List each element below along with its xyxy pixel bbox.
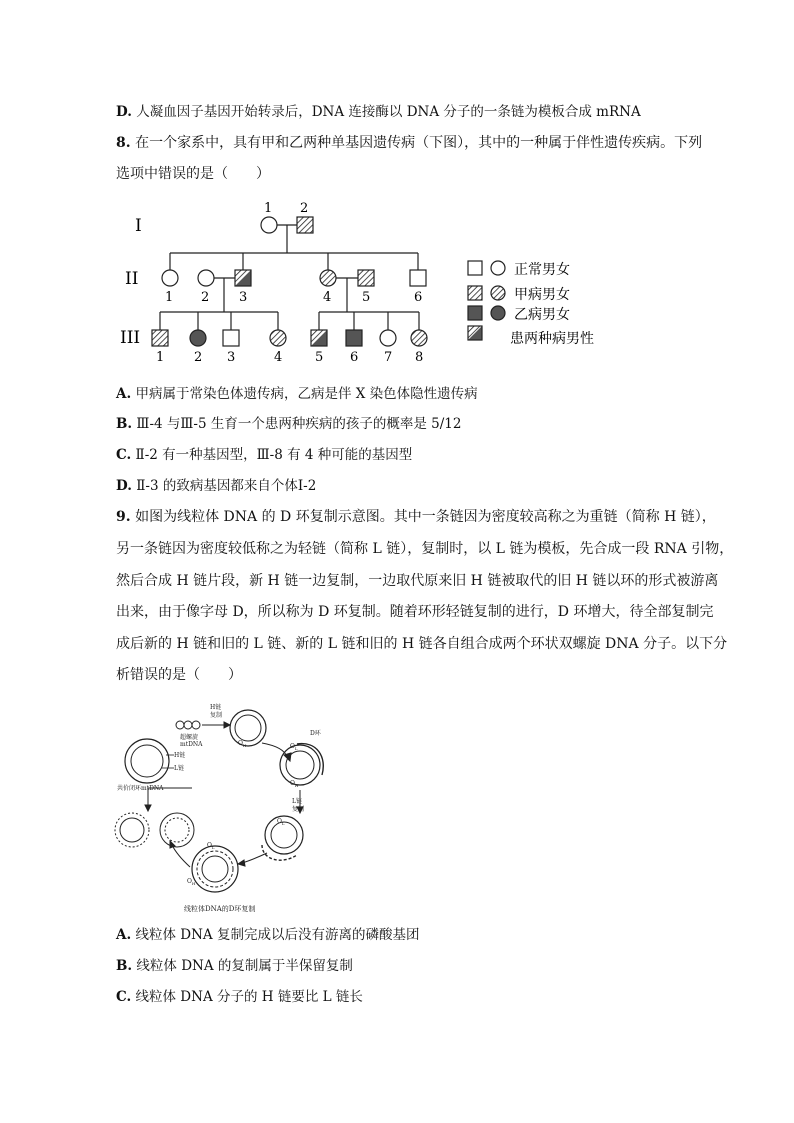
option-text: Ⅲ-4 与Ⅲ-5 生育一个患两种疾病的孩子的概率是 5/12 bbox=[136, 416, 462, 432]
individual-number: 2 bbox=[194, 350, 203, 365]
individual-number: 2 bbox=[201, 290, 210, 305]
option-text: Ⅱ-2 有一种基因型，Ⅲ-8 有 4 种可能的基因型 bbox=[135, 447, 413, 463]
option-letter: D. bbox=[116, 478, 132, 494]
individual-number: 6 bbox=[414, 290, 423, 305]
q9-option-a bbox=[116, 924, 419, 946]
q7-option-d bbox=[116, 101, 641, 123]
option-letter: B. bbox=[116, 416, 133, 432]
pedigree-III-8 bbox=[411, 330, 427, 346]
option-text: 线粒体 DNA 复制完成以后没有游离的磷酸基团 bbox=[135, 927, 420, 943]
fig-label-supercoil: 超螺旋 bbox=[180, 734, 199, 741]
stem-text: 如图为线粒体 DNA 的 D 环复制示意图。其中一条链因为密度较高称之为重链（简称 H 链）， bbox=[135, 509, 716, 525]
q9-stem-line-3: 然后合成 H 链片段，新 H 链一边复制，一边取代原来旧 H 链被取代的旧 H 链以环的形式被游离 bbox=[116, 573, 719, 589]
fig-label-oh-3: $O_H$ bbox=[187, 878, 196, 886]
option-letter: D. bbox=[116, 104, 132, 120]
fig-label-ol-2: $O_L$ bbox=[277, 818, 285, 826]
generation-label: II bbox=[125, 269, 139, 289]
pedigree-legend bbox=[468, 261, 594, 347]
q8-option-a bbox=[116, 383, 478, 405]
option-letter: C. bbox=[116, 989, 132, 1005]
pedigree-II-1 bbox=[162, 270, 178, 286]
q9-stem-line-5: 成后新的 H 链和旧的 L 链、新的 L 链和旧的 H 链各自组合成两个环状双螺旋 DNA 分子。以下分 bbox=[116, 636, 728, 652]
fig-label-covalent: 共价闭环mtDNA bbox=[117, 785, 164, 792]
individual-number: 1 bbox=[156, 350, 165, 365]
fig-label-oh-2: $O_H$ bbox=[290, 780, 299, 788]
generation-label: III bbox=[120, 328, 141, 348]
fig-label-l-copy: L链 bbox=[292, 798, 302, 805]
option-text: 人凝血因子基因开始转录后，DNA 连接酶以 DNA 分子的一条链为模板合成 mRNA bbox=[136, 104, 641, 120]
individual-number: 4 bbox=[274, 350, 283, 365]
option-letter: A. bbox=[116, 386, 132, 402]
d-loop-figure bbox=[112, 695, 342, 917]
q9-option-b bbox=[116, 955, 353, 977]
stem-text: 在一个家系中，具有甲和乙两种单基因遗传病（下图），其中的一种属于伴性遗传疾病。下列 bbox=[135, 135, 703, 151]
q8-stem-line-2: 选项中错误的是（ ） bbox=[116, 166, 270, 182]
legend-label: 乙病男女 bbox=[514, 307, 570, 323]
individual-number: 4 bbox=[323, 290, 332, 305]
pedigree-III-3 bbox=[223, 330, 239, 346]
pedigree-I-2 bbox=[297, 217, 313, 233]
fig-label-supercoil-2: mtDNA bbox=[180, 741, 203, 748]
individual-number: 8 bbox=[415, 350, 424, 365]
individual-number: 5 bbox=[315, 350, 324, 365]
q9-stem-line-6: 析错误的是（ ） bbox=[116, 667, 242, 683]
pedigree-III-2 bbox=[190, 330, 206, 346]
legend-label: 患两种病男性 bbox=[510, 331, 594, 347]
fig-label-h-copy: H链 bbox=[210, 704, 222, 711]
option-text: 线粒体 DNA 分子的 H 链要比 L 链长 bbox=[135, 989, 363, 1005]
option-text: Ⅱ-3 的致病基因都来自个体Ⅰ-2 bbox=[136, 478, 317, 494]
q9-stem-line-4: 出来，由于像字母 D，所以称为 D 环复制。随着环形轻链复制的进行，D 环增大，待全部复制完 bbox=[116, 604, 714, 620]
pedigree-III-5 bbox=[311, 330, 327, 346]
pedigree-III-7 bbox=[380, 330, 396, 346]
q9-stem-line-1 bbox=[116, 506, 716, 528]
fig-label-h-copy-2: 复制 bbox=[210, 712, 223, 719]
fig-label-l-copy-2: 复制 bbox=[292, 806, 305, 813]
pedigree-chart bbox=[110, 195, 620, 365]
fig-label-l-strand: L链 bbox=[174, 765, 184, 772]
pedigree-II-3 bbox=[235, 270, 251, 286]
individual-number: 6 bbox=[350, 350, 359, 365]
individual-number: 1 bbox=[165, 290, 174, 305]
pedigree-II-4 bbox=[320, 270, 336, 286]
option-letter: A. bbox=[116, 927, 132, 943]
fig-label-d-loop: D环 bbox=[310, 730, 321, 737]
legend-label: 甲病男女 bbox=[514, 287, 570, 303]
q8-option-d bbox=[116, 475, 316, 497]
legend-label: 正常男女 bbox=[514, 262, 570, 278]
fig-label-ol-3: $O_L$ bbox=[207, 842, 215, 850]
fig-label-ol: $O_L$ bbox=[290, 743, 298, 751]
question-number: 8. bbox=[116, 135, 131, 151]
option-letter: B. bbox=[116, 958, 133, 974]
pedigree-II-6 bbox=[410, 270, 426, 286]
q9-option-c bbox=[116, 986, 363, 1008]
q8-option-b bbox=[116, 413, 461, 435]
individual-number: 7 bbox=[384, 350, 393, 365]
individual-number: 2 bbox=[300, 201, 309, 216]
option-letter: C. bbox=[116, 447, 132, 463]
individual-number: 5 bbox=[362, 290, 371, 305]
pedigree-III-1 bbox=[152, 330, 168, 346]
pedigree-III-6 bbox=[346, 330, 362, 346]
pedigree-I-1 bbox=[261, 217, 277, 233]
option-text: 线粒体 DNA 的复制属于半保留复制 bbox=[136, 958, 353, 974]
q8-stem-line-1 bbox=[116, 132, 702, 154]
generation-label: I bbox=[135, 216, 142, 236]
fig-caption: 线粒体DNA的D环复制 bbox=[184, 905, 256, 913]
q8-option-c bbox=[116, 444, 412, 466]
individual-number: 1 bbox=[264, 201, 273, 216]
individual-number: 3 bbox=[239, 290, 248, 305]
option-text: 甲病属于常染色体遗传病，乙病是伴 X 染色体隐性遗传病 bbox=[135, 386, 478, 402]
q9-stem-line-2: 另一条链因为密度较低称之为轻链（简称 L 链），复制时，以 L 链为模板，先合成一段 RNA 引物， bbox=[116, 541, 734, 557]
fig-label-oh: $O_H$ bbox=[238, 740, 247, 748]
pedigree-III-4 bbox=[270, 330, 286, 346]
individual-number: 3 bbox=[227, 350, 236, 365]
question-number: 9. bbox=[116, 509, 131, 525]
pedigree-II-2 bbox=[198, 270, 214, 286]
fig-label-h-strand: H链 bbox=[174, 752, 186, 759]
pedigree-II-5 bbox=[358, 270, 374, 286]
